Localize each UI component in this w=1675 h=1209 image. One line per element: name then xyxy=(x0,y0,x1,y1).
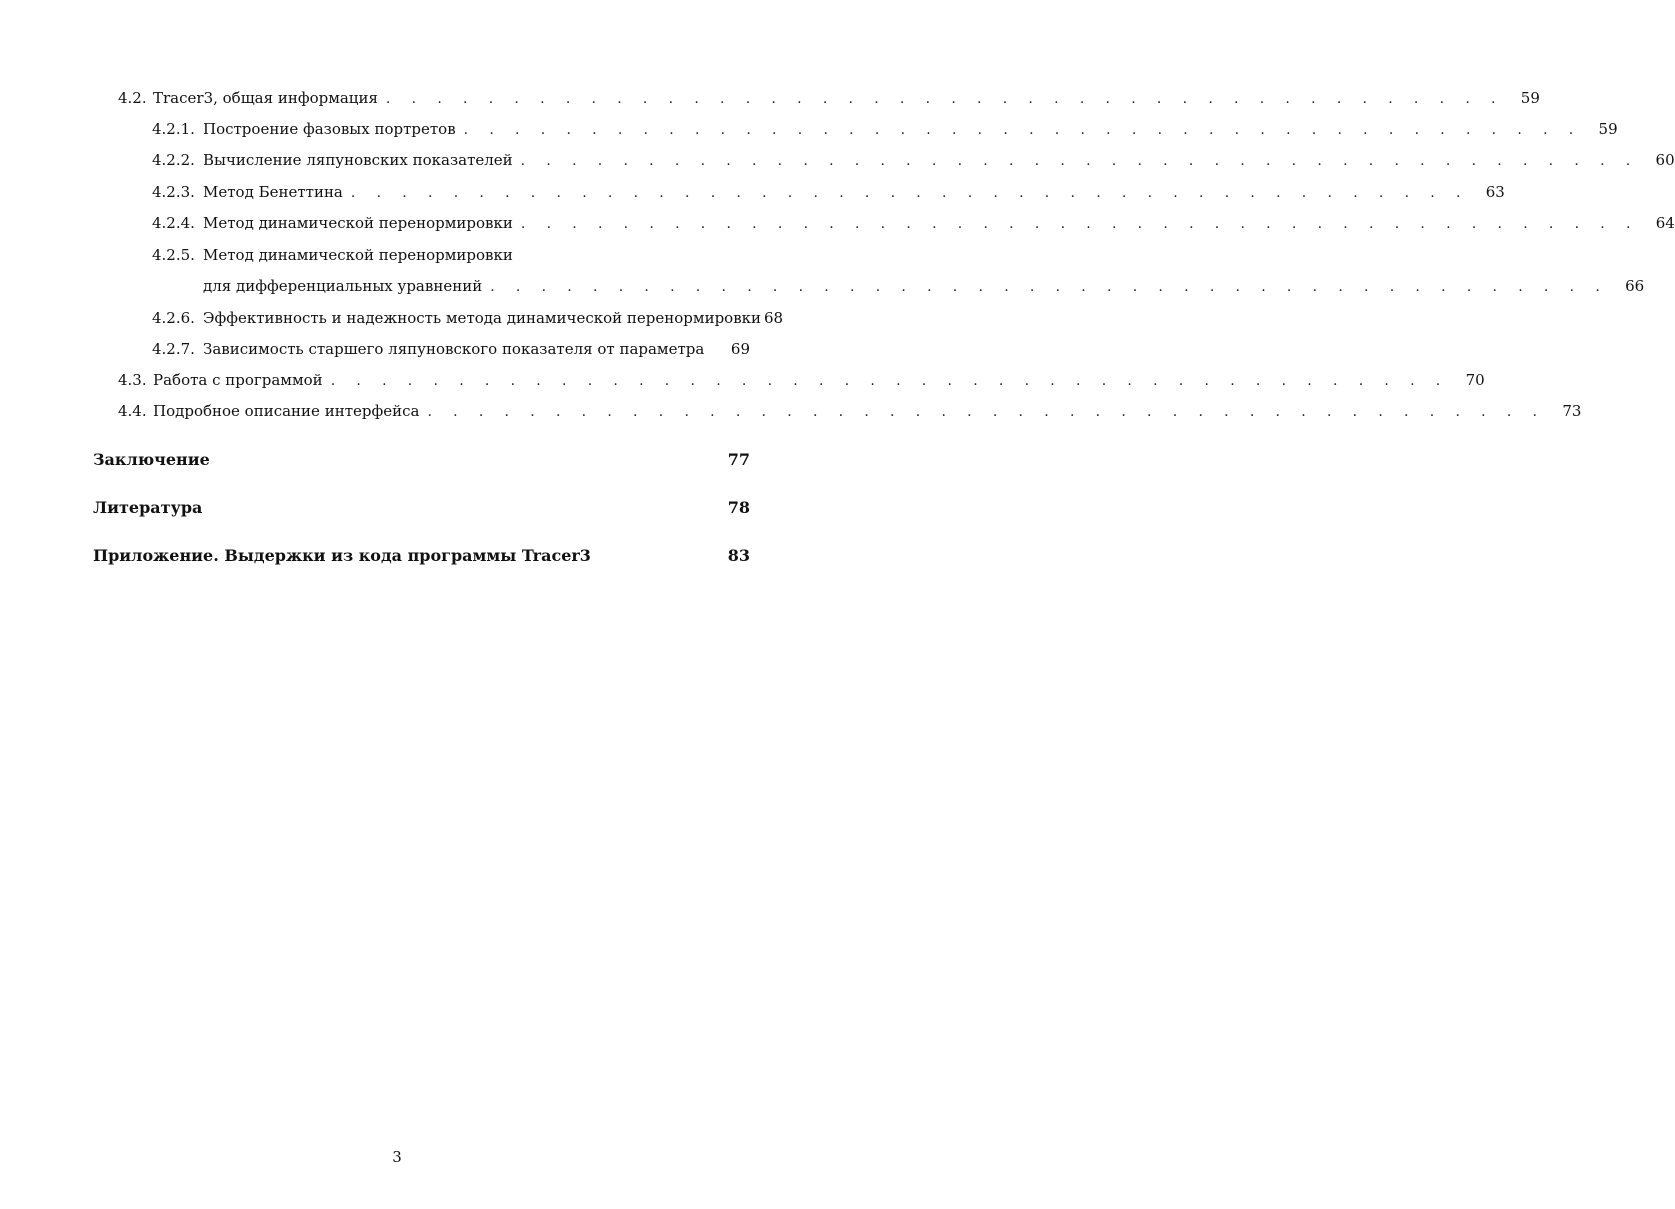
page-ref: 68 xyxy=(763,309,784,327)
page-ref: 77 xyxy=(727,450,750,469)
page-ref: 63 xyxy=(1485,183,1505,201)
section-title: Метод Бенеттина xyxy=(203,183,343,201)
toc-chapter-appendix[interactable] xyxy=(93,544,750,568)
section-title: Зависимость старшего ляпуновского показателя от параметра xyxy=(203,340,705,358)
dot-leader: . . . . . . . . . . . . . . . . . . . . . . . . . . . . . . . . . . . . . . . . . . . . xyxy=(520,216,1639,232)
section-title: Вычисление ляпуновских показателей xyxy=(203,151,513,169)
toc-entry-4-2-5[interactable] xyxy=(152,243,750,267)
page-number: 3 xyxy=(392,1148,402,1166)
toc-chapter-literature[interactable] xyxy=(93,496,750,520)
dot-leader: . . . . . . . . . . . . . . . . . . . . . . . . . . . . . . . . . . . . . . . . . . . . xyxy=(427,404,1546,420)
section-title-continuation: для дифференциальных уравнений xyxy=(203,277,483,295)
section-title: Построение фазовых портретов xyxy=(203,120,456,138)
toc-entry-4-2-2[interactable] xyxy=(152,148,1675,172)
toc-entry-4-2-4[interactable] xyxy=(152,211,1675,235)
section-number: 4.4. xyxy=(118,402,147,420)
section-title: Метод динамической перенормировки xyxy=(203,246,513,264)
page-ref: 69 xyxy=(730,340,750,358)
chapter-title: Литература xyxy=(93,498,203,517)
toc-entry-4-2-1[interactable] xyxy=(152,117,1618,141)
page-ref: 70 xyxy=(1465,371,1485,389)
section-number: 4.2.2. xyxy=(152,151,195,169)
section-number: 4.2. xyxy=(118,89,147,107)
dot-leader: . . . . . . . . . . . . . . . . . . . . . . . . . . . . . . . . . . . . . . . . . . . . xyxy=(385,91,1504,107)
dot-leader xyxy=(712,338,714,362)
section-number: 4.2.4. xyxy=(152,214,195,232)
page-ref: 59 xyxy=(1598,120,1618,138)
section-number: 4.2.7. xyxy=(152,340,195,358)
chapter-title: Заключение xyxy=(93,450,210,469)
toc-entry-4-2-5-continuation[interactable] xyxy=(203,274,1645,298)
page-ref: 60 xyxy=(1655,151,1675,169)
dot-leader: . . . . . . . . . . . . . . . . . . . . . . . . . . . . . . . . . . . . . . . . . . . . xyxy=(350,185,1469,201)
section-number: 4.2.1. xyxy=(152,120,195,138)
section-title: Работа с программой xyxy=(153,371,323,389)
dot-leader: . . . . . . . . . . . . . . . . . . . . . . . . . . . . . . . . . . . . . . . . . . . . xyxy=(330,373,1449,389)
section-title: Tracer3, общая информация xyxy=(153,89,378,107)
section-number: 4.2.3. xyxy=(152,183,195,201)
toc-entry-4-2-7[interactable] xyxy=(152,337,750,361)
toc-entry-4-4[interactable] xyxy=(118,399,1582,423)
section-title: Эффективность и надежность метода динамической перенормировки xyxy=(203,309,762,327)
toc-entry-4-2[interactable] xyxy=(118,86,1540,110)
page-ref: 64 xyxy=(1655,214,1675,232)
toc-entry-4-2-6[interactable] xyxy=(152,306,784,330)
section-title: Подробное описание интерфейса xyxy=(153,402,420,420)
toc-chapter-conclusion[interactable] xyxy=(93,448,750,472)
section-number: 4.2.6. xyxy=(152,309,195,327)
toc-entry-4-3[interactable] xyxy=(118,368,1485,392)
page-ref: 78 xyxy=(727,498,750,517)
page-ref: 59 xyxy=(1520,89,1540,107)
page-ref: 66 xyxy=(1625,277,1645,295)
section-number: 4.3. xyxy=(118,371,147,389)
dot-leader: . . . . . . . . . . . . . . . . . . . . . . . . . . . . . . . . . . . . . . . . . . . . xyxy=(490,279,1609,295)
section-number: 4.2.5. xyxy=(152,246,195,264)
section-title: Метод динамической перенормировки xyxy=(203,214,513,232)
dot-leader: . . . . . . . . . . . . . . . . . . . . . . . . . . . . . . . . . . . . . . . . . . . . xyxy=(520,153,1639,169)
chapter-title: Приложение. Выдержки из кода программы Tracer3 xyxy=(93,546,591,565)
page-ref: 73 xyxy=(1562,402,1582,420)
toc-entry-4-2-3[interactable] xyxy=(152,180,1505,204)
dot-leader: . . . . . . . . . . . . . . . . . . . . . . . . . . . . . . . . . . . . . . . . . . . . xyxy=(463,122,1582,138)
page-ref: 83 xyxy=(727,546,750,565)
